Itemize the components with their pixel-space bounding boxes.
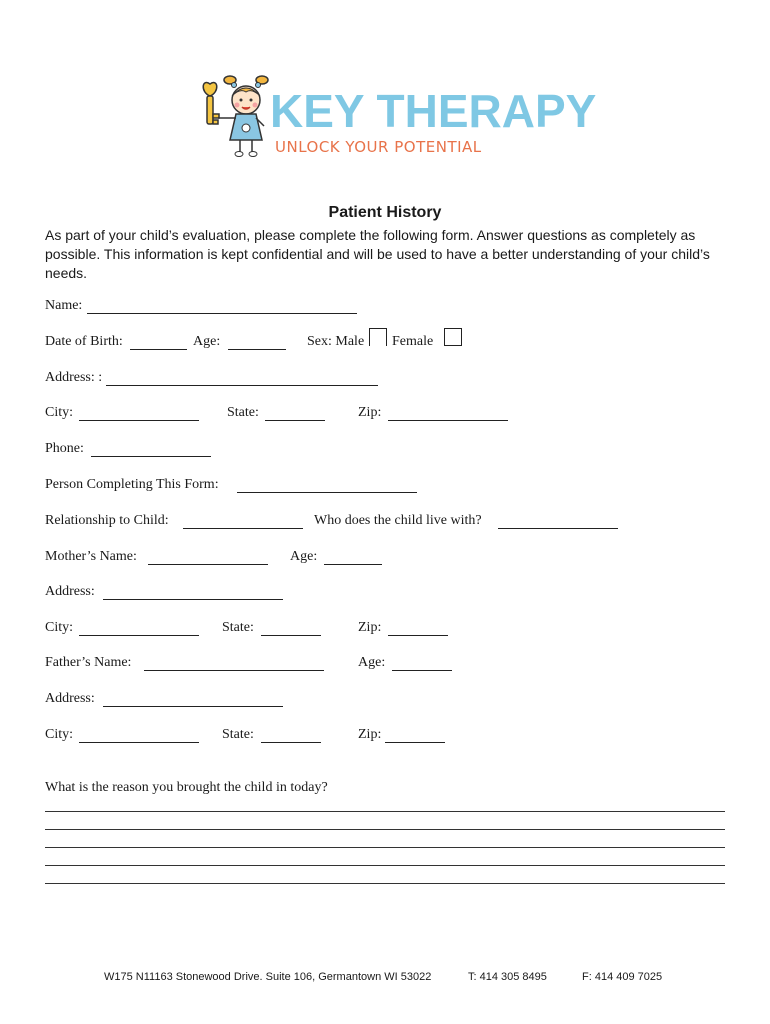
relationship-field[interactable]: [183, 528, 303, 529]
mother-address-field[interactable]: [103, 599, 283, 600]
father-city-field[interactable]: [79, 742, 199, 743]
person-completing-field[interactable]: [237, 492, 417, 493]
logo-title: KEY THERAPY: [270, 85, 597, 137]
father-name-label: Father’s Name:: [45, 655, 132, 670]
reason-line-5[interactable]: [45, 883, 725, 884]
name-field[interactable]: [87, 313, 357, 314]
phone-field[interactable]: [91, 456, 211, 457]
male-checkbox[interactable]: [369, 328, 387, 346]
dob-label: Date of Birth:: [45, 334, 123, 349]
state-label: State:: [227, 405, 259, 420]
intro-paragraph: As part of your child’s evaluation, please complete the following form. Answer questions as completely as possible. This information is kept confidential and will be used to have a better understanding of your child’s needs.: [45, 227, 710, 281]
mother-city-field[interactable]: [79, 635, 199, 636]
zip-field[interactable]: [388, 420, 508, 421]
reason-question: What is the reason you brought the child in today?: [45, 780, 328, 795]
father-age-label: Age:: [358, 655, 386, 670]
reason-line-2[interactable]: [45, 829, 725, 830]
reason-line-1[interactable]: [45, 811, 725, 812]
child-with-key-illustration: [196, 70, 274, 158]
father-age-field[interactable]: [392, 670, 452, 671]
logo-tagline: UNLOCK YOUR POTENTIAL: [275, 138, 482, 156]
father-name-field[interactable]: [144, 670, 324, 671]
female-label: Female: [392, 334, 434, 349]
father-address-label: Address:: [45, 691, 95, 706]
mother-name-label: Mother’s Name:: [45, 549, 137, 564]
city-label: City:: [45, 405, 74, 420]
address-field[interactable]: [106, 385, 378, 386]
dob-field[interactable]: [130, 349, 187, 350]
footer-address: W175 N11163 Stonewood Drive. Suite 106, Germantown WI 53022: [104, 971, 432, 983]
age-label: Age:: [193, 334, 221, 349]
female-checkbox[interactable]: [444, 328, 462, 346]
reason-line-4[interactable]: [45, 865, 725, 866]
mother-zip-field[interactable]: [388, 635, 448, 636]
person-completing-label: Person Completing This Form:: [45, 477, 219, 492]
mother-address-label: Address:: [45, 584, 95, 599]
name-label: Name:: [45, 298, 83, 313]
footer-fax: F: 414 409 7025: [582, 971, 663, 983]
mother-city-label: City:: [45, 620, 74, 635]
mother-name-field[interactable]: [148, 564, 268, 565]
father-city-label: City:: [45, 727, 74, 742]
zip-label: Zip:: [358, 405, 382, 420]
page-title: Patient History: [328, 204, 442, 221]
reason-line-3[interactable]: [45, 847, 725, 848]
age-field[interactable]: [228, 349, 286, 350]
phone-label: Phone:: [45, 441, 84, 456]
state-field[interactable]: [265, 420, 325, 421]
father-state-field[interactable]: [261, 742, 321, 743]
lives-with-label: Who does the child live with?: [314, 513, 482, 528]
mother-zip-label: Zip:: [358, 620, 382, 635]
footer-phone: T: 414 305 8495: [468, 971, 547, 983]
mother-state-label: State:: [222, 620, 254, 635]
address-label: Address: :: [45, 370, 103, 385]
mother-state-field[interactable]: [261, 635, 321, 636]
father-zip-field[interactable]: [385, 742, 445, 743]
father-address-field[interactable]: [103, 706, 283, 707]
mother-age-label: Age:: [290, 549, 318, 564]
mother-age-field[interactable]: [324, 564, 382, 565]
city-field[interactable]: [79, 420, 199, 421]
father-zip-label: Zip:: [358, 727, 382, 742]
father-state-label: State:: [222, 727, 254, 742]
lives-with-field[interactable]: [498, 528, 618, 529]
sex-male-label: Sex: Male: [307, 334, 365, 349]
relationship-label: Relationship to Child:: [45, 513, 169, 528]
